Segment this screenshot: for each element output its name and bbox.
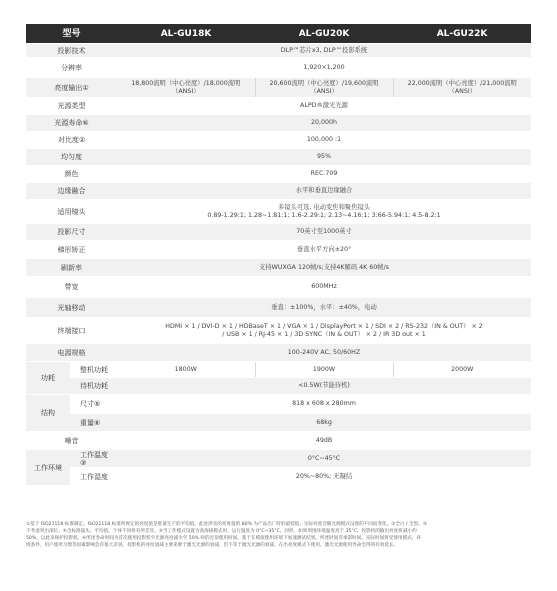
row-value: 垂直水平方向±20° bbox=[117, 241, 531, 259]
row-label: 颜色 bbox=[26, 166, 117, 183]
row-label: 投影尺寸 bbox=[26, 224, 117, 241]
row-label: 光轴移动 bbox=[26, 298, 117, 318]
ports-value-line: / USB × 1 / RJ-45 × 1 / 3D SYNC（IN & OUT） × 2 / IR 3D out × 1 bbox=[222, 330, 426, 338]
row-value: 49dB bbox=[117, 432, 531, 450]
row-value: 垂直：±100%，水平：±40%，电动 bbox=[117, 298, 531, 318]
row-label: 梯形矫正 bbox=[26, 241, 117, 259]
footnote-line: 不考虑突出部位。④含标准镜头；平均值，个体不同将有所差异。⑤当工作模式设置为高海拔模式时，运行温度为 0°C~35°C。同样，如果周围环境温度高于 35°C，投影机的输出亮度将减小约 bbox=[26, 529, 417, 534]
row-value: 支持WUXGA 120帧/s;支持4K解码 4K 60帧/s bbox=[117, 259, 531, 277]
table-row bbox=[26, 115, 531, 132]
lens-value-line: 0.89-1.29:1; 1.28~1.81:1; 1.6-2.29:1; 2.13~4.16:1; 3.66-5.94:1; 4.5-8.2:1 bbox=[207, 211, 441, 219]
row-label: 边缘融合 bbox=[26, 183, 117, 200]
row-value: 95% bbox=[117, 149, 531, 166]
footnote-line: 境条件、用户使用习惯等因素影响会有很大差别。投影机的亮度衰减主要来源于激光光源的衰减，但不等于激光光源的衰减。在出亮度模式下使用，激光光源使用寿命会得到有效延长。 bbox=[26, 543, 399, 548]
row-value: REC.709 bbox=[117, 166, 531, 183]
footnote-line: ①基于 ISO21118 标准制定。ISO21118 标准所规定的亮度值是批量生产的平均值。此处涉及的亮度值的 80% 为产品出厂时的最低值。实际亮度会随光源模式设置的不同而变化。②全白 / 全黑。③ bbox=[26, 522, 427, 527]
row-value: <0.5W(节能待机) bbox=[117, 378, 531, 395]
row-value: 20%~80%; 无凝结 bbox=[117, 468, 531, 486]
row-value: 1900W bbox=[255, 362, 393, 378]
row-label: 均匀度 bbox=[26, 149, 117, 166]
table-row bbox=[26, 183, 531, 200]
row-value: 818 x 608 x 280mm bbox=[117, 395, 531, 414]
group-label: 功耗 bbox=[26, 362, 70, 395]
row-value bbox=[117, 318, 531, 344]
row-value: 1,920×1,200 bbox=[117, 58, 531, 78]
row-label: 工作湿度 bbox=[70, 468, 117, 486]
footnotes bbox=[26, 521, 531, 549]
table-row bbox=[26, 200, 531, 224]
table-row bbox=[26, 58, 531, 78]
row-value: 20,600流明（中心亮度）/19,600流明（ANSI） bbox=[255, 78, 393, 98]
table-row bbox=[26, 318, 531, 344]
footnote-line: 50%，以此来保护投影机。⑥所述寿命时间为首次使用投影机至光源亮度减少至 50% 时的近似使用时间。基于在模拟使用环境下加速测试结果。所述时间非承诺时间。实际时间将受使用模式、环 bbox=[26, 536, 421, 541]
row-label: 整机功耗 bbox=[70, 362, 117, 378]
row-label: 分辨率 bbox=[26, 58, 117, 78]
group-label: 结构 bbox=[26, 395, 70, 432]
table-row bbox=[26, 166, 531, 183]
row-label: 重量⑥ bbox=[70, 414, 117, 432]
row-value bbox=[117, 200, 531, 224]
table-row bbox=[26, 149, 531, 166]
row-value: 68kg bbox=[117, 414, 531, 432]
lens-value-line: 多镜头可选, 电动变焦和聚焦镜头 bbox=[277, 203, 371, 211]
model-name: AL-GU20K bbox=[255, 24, 393, 44]
row-label: 刷新率 bbox=[26, 259, 117, 277]
row-value: 20,000h bbox=[117, 115, 531, 132]
table-row bbox=[26, 44, 531, 58]
row-label: 带宽 bbox=[26, 277, 117, 298]
table-row bbox=[26, 395, 531, 414]
row-label: 噪音 bbox=[26, 432, 117, 450]
row-value: 70英寸至1000英寸 bbox=[117, 224, 531, 241]
row-value: DLP™芯片x3, DLP™投影系统 bbox=[117, 44, 531, 58]
table-row bbox=[26, 432, 531, 450]
table-row bbox=[26, 362, 531, 378]
row-label: 工作温度③ bbox=[70, 450, 117, 468]
table-row bbox=[26, 132, 531, 149]
row-value: 水平和垂直边缘融合 bbox=[117, 183, 531, 200]
row-value: 22,000流明（中心亮度）/21,000流明（ANSI） bbox=[393, 78, 531, 98]
row-value: 2000W bbox=[393, 362, 531, 378]
table-row bbox=[26, 450, 531, 468]
row-label: 电源规格 bbox=[26, 344, 117, 362]
row-value: 0°C~45°C bbox=[117, 450, 531, 468]
model-header-label: 型号 bbox=[26, 24, 117, 44]
spec-table bbox=[26, 24, 531, 486]
row-label: 亮度输出① bbox=[26, 78, 117, 98]
row-label: 投影技术 bbox=[26, 44, 117, 58]
row-label: 光源寿命⑥ bbox=[26, 115, 117, 132]
group-label: 工作环境 bbox=[26, 450, 70, 486]
model-name: AL-GU18K bbox=[117, 24, 255, 44]
row-value: 1800W bbox=[117, 362, 255, 378]
ports-value-line: HDMI × 1 / DVI-D × 1 / HDBaseT × 1 / VGA × 1 / DisplayPort × 1 / SDI × 2 / RS-232（IN & OUT） × 2 bbox=[165, 322, 483, 330]
row-value: 100,000 :1 bbox=[117, 132, 531, 149]
table-row bbox=[26, 344, 531, 362]
row-label: 光源类型 bbox=[26, 98, 117, 115]
table-row bbox=[26, 414, 531, 432]
row-value: 100-240V AC, 50/60HZ bbox=[117, 344, 531, 362]
table-header-row bbox=[26, 24, 531, 44]
table-row bbox=[26, 259, 531, 277]
row-value: 600MHz bbox=[117, 277, 531, 298]
spec-sheet bbox=[26, 24, 531, 486]
row-value: 18,800流明（中心亮度）/18,000流明（ANSI） bbox=[117, 78, 255, 98]
row-label: 尺寸⑤ bbox=[70, 395, 117, 414]
row-label: 待机功耗 bbox=[70, 378, 117, 395]
model-name: AL-GU22K bbox=[393, 24, 531, 44]
table-row bbox=[26, 241, 531, 259]
table-row bbox=[26, 78, 531, 98]
row-label: 对比度② bbox=[26, 132, 117, 149]
row-label: 适用镜头 bbox=[26, 200, 117, 224]
row-value: ALPD®激光光源 bbox=[117, 98, 531, 115]
row-label: 终端接口 bbox=[26, 318, 117, 344]
table-row bbox=[26, 378, 531, 395]
table-row bbox=[26, 298, 531, 318]
table-row bbox=[26, 468, 531, 486]
table-row bbox=[26, 224, 531, 241]
table-row bbox=[26, 277, 531, 298]
table-row bbox=[26, 98, 531, 115]
